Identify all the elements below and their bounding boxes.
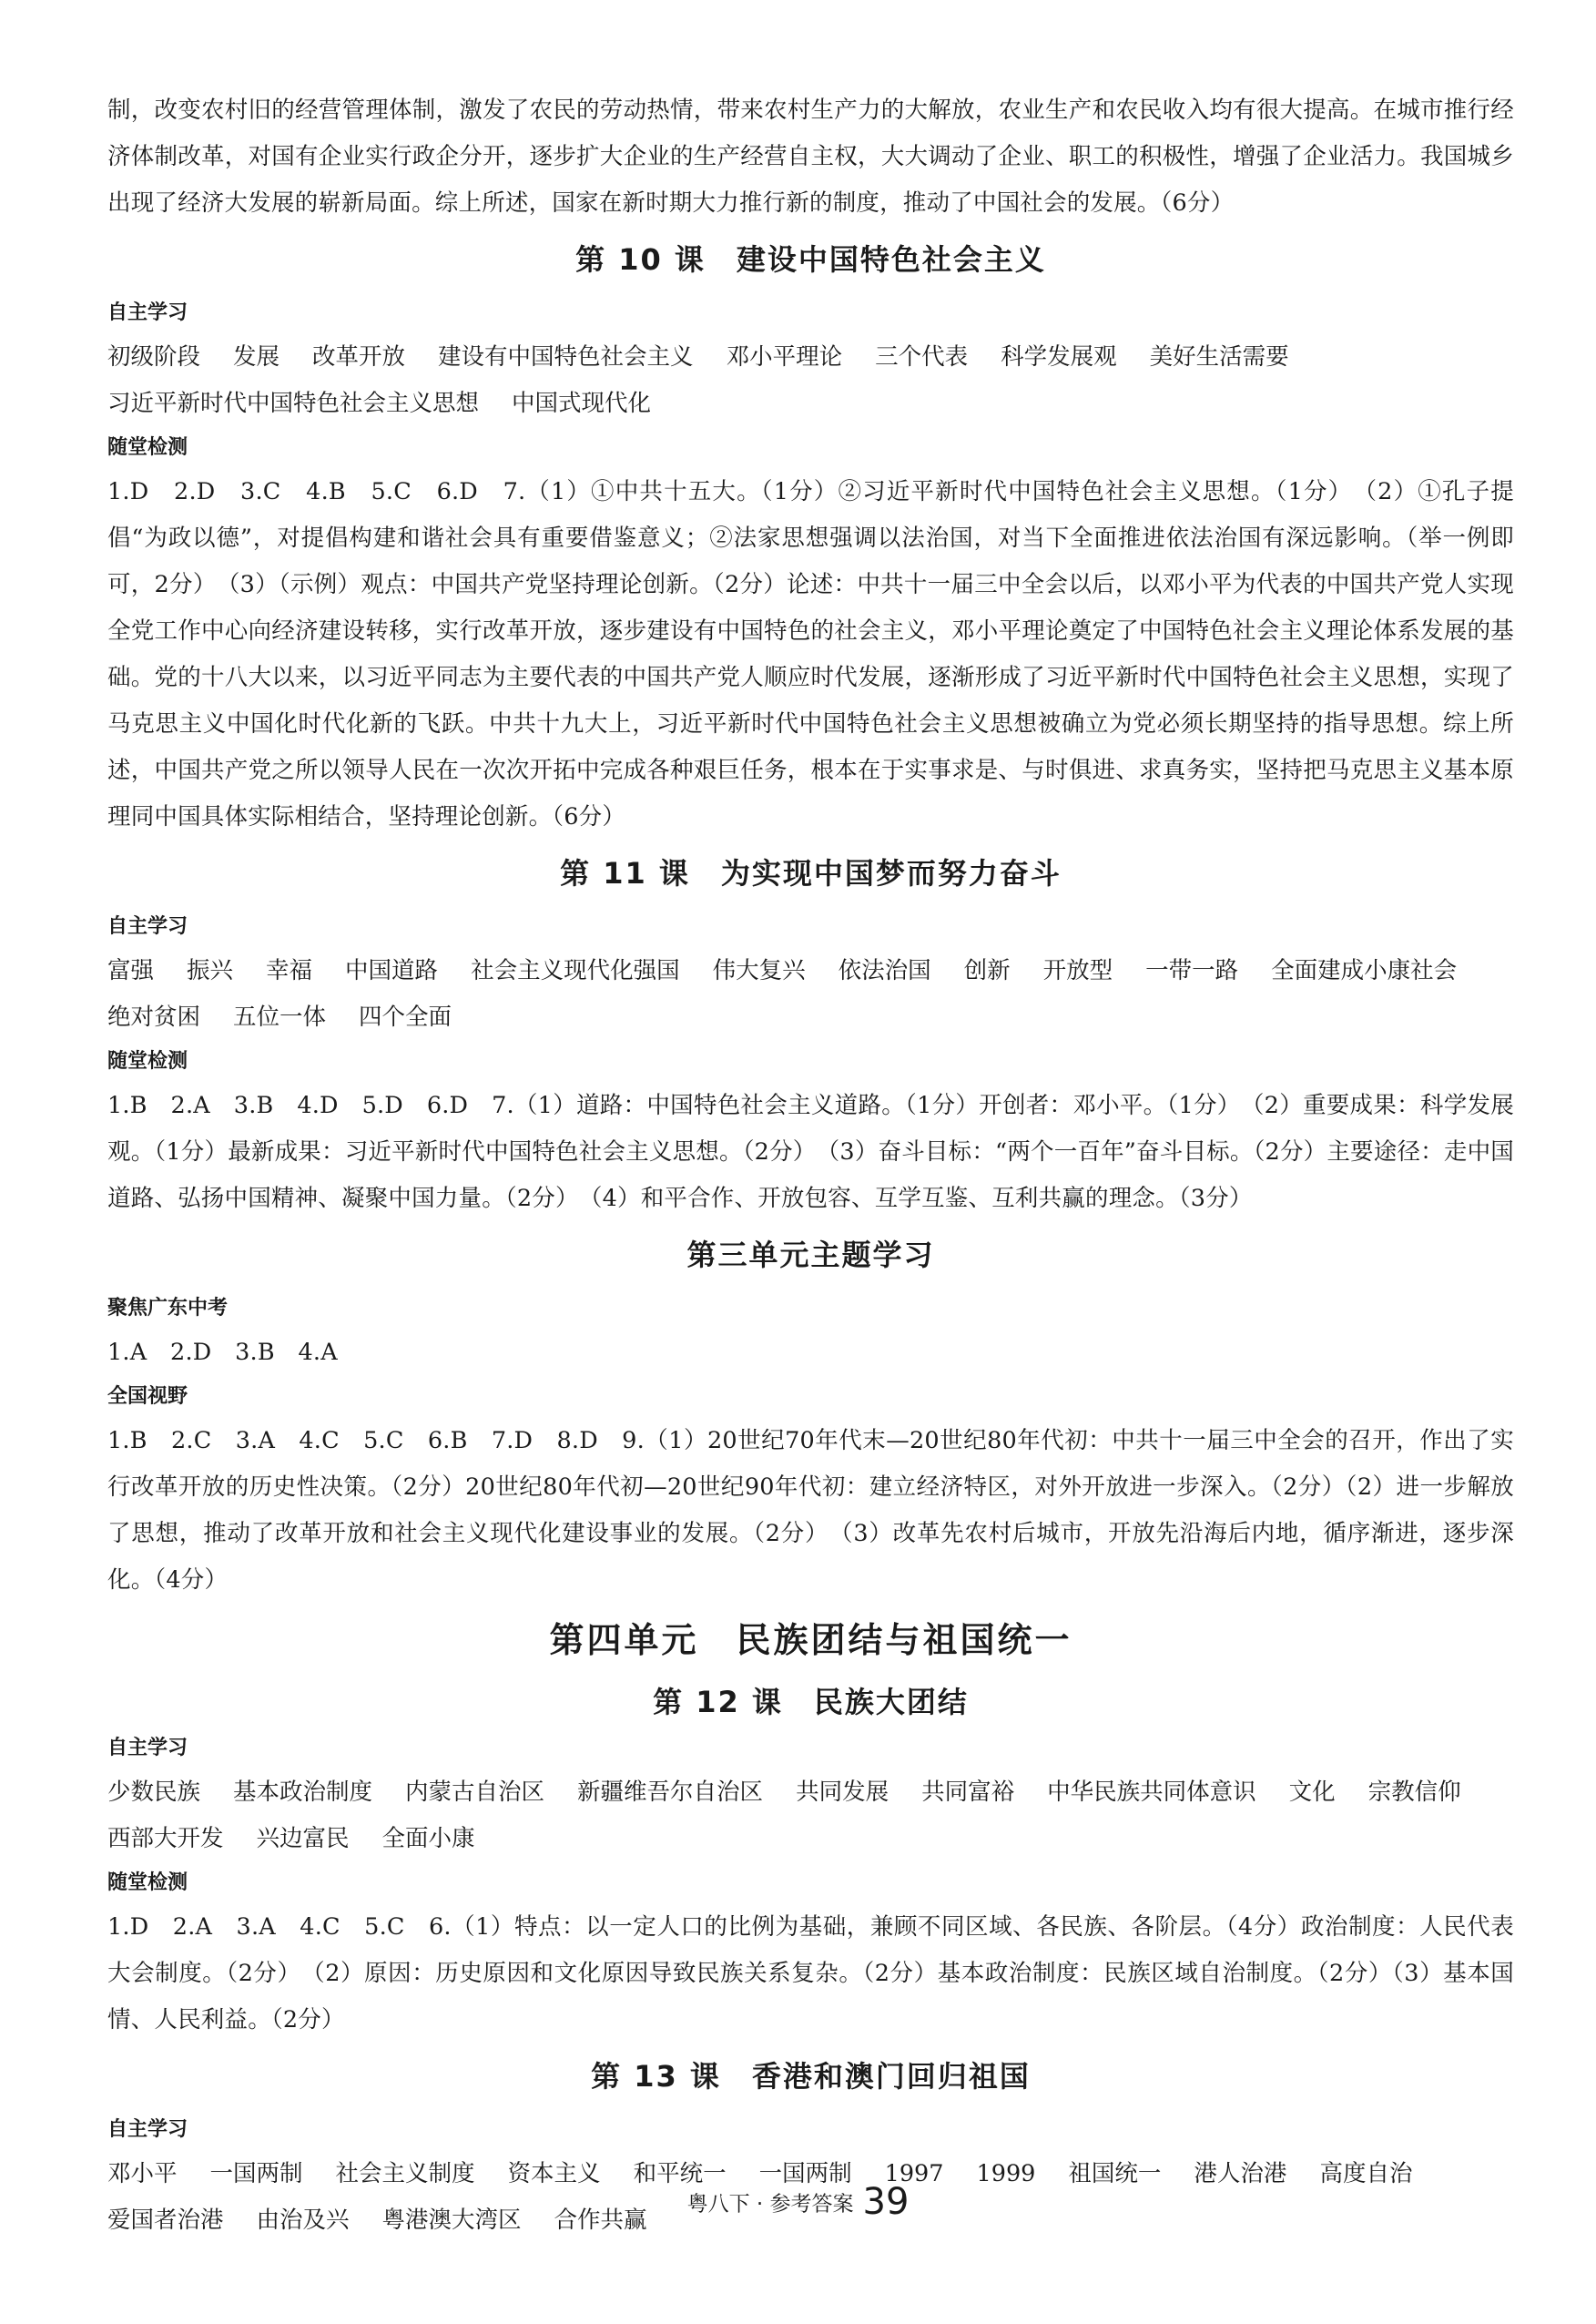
lesson-10-answers: 1.D 2.D 3.C 4.B 5.C 6.D 7.（1）①中共十五大。（1分）②习近平新时代中国特色社会主义思想。（1分） （2）①孔子提倡“为政以德”，对提倡构建和谐社会具有重要借鉴意义；②法家思想强调以法治国，对当下全面推进依法治国有深远影响。（举一例即可，2分） （3）（示例）观点：中国共产党坚持理论创新。（2分）论述：中共十一届三中全会以后，以邓小平为代表的中国共产党人实现全党工作中心向经济建设转移，实行改革开放，逐步建设有中国特色的社会主义，邓小平理论奠定了中国特色社会主义理论体系发展的基础。党的十八大以来，以习近平同志为主要代表的中国共产党人顺应时代发展，逐渐形成了习近平新时代中国特色社会主义思想，实现了马克思主义中国化时代化新的飞跃。中共十九大上，习近平新时代中国特色社会主义思想被确立为党必须长期坚持的指导思想。综上所述，中国共产党之所以领导人民在一次次开拓中完成各种艰巨任务，根本在于实事求是、与时俱进、求真务实，坚持把马克思主义基本原理同中国具体实际相结合，坚持理论创新。（6分） (107, 478, 1514, 831)
keyword: 高度自治 (1319, 2160, 1413, 2187)
keyword: 三个代表 (875, 343, 969, 371)
keyword: 共同富裕 (921, 1779, 1015, 1806)
keyword: 中华民族共同体意识 (1047, 1779, 1256, 1806)
lesson-13-title: 第 13 课 香港和澳门回归祖国 (591, 2059, 1031, 2094)
keyword: 开放型 (1042, 957, 1113, 984)
keyword: 资本主义 (507, 2160, 601, 2187)
lesson-13-self-study-label: 自主学习 (107, 2118, 188, 2141)
keyword: 改革开放 (312, 343, 406, 371)
keyword: 邓小平 (107, 2160, 178, 2187)
keyword: 爱国者治港 (107, 2207, 224, 2234)
keyword: 振兴 (187, 957, 234, 984)
national-view-answers: 1.B 2.C 3.A 4.C 5.C 6.B 7.D 8.D 9.（1）20世纪70年代末—20世纪80年代初：中共十一届三中全会的召开，作出了实行改革开放的历史性决策。（2分）20世纪80年代初—20世纪90年代初：建立经济特区，对外开放进一步深入。（2分）（2）进一步解放了思想，推动了改革开放和社会主义现代化建设事业的发展。（2分） （3）改革先农村后城市，开放先沿海后内地，循序渐进，逐步深化。（4分） (107, 1427, 1514, 1594)
unit-4-title: 第四单元 民族团结与祖国统一 (549, 1620, 1072, 1660)
guangdong-exam-label: 聚焦广东中考 (107, 1297, 229, 1320)
keyword: 美好生活需要 (1149, 343, 1289, 371)
keyword: 基本政治制度 (233, 1779, 373, 1806)
keyword: 1997 (884, 2160, 944, 2187)
lesson-12-self-study-label: 自主学习 (107, 1737, 188, 1759)
keyword: 中国式现代化 (512, 390, 652, 417)
keyword: 伟大复兴 (712, 957, 806, 984)
keyword: 新疆维吾尔自治区 (577, 1779, 764, 1806)
keyword: 全面小康 (381, 1825, 475, 1852)
lesson-11-self-study-label: 自主学习 (107, 915, 188, 938)
lesson-11-section (107, 841, 1514, 1222)
keyword: 由治及兴 (256, 2207, 350, 2234)
keyword: 习近平新时代中国特色社会主义思想 (107, 390, 480, 417)
keyword: 五位一体 (233, 1004, 327, 1031)
keyword: 四个全面 (359, 1004, 452, 1031)
keyword: 社会主义现代化强国 (471, 957, 680, 984)
keyword: 内蒙古自治区 (405, 1779, 545, 1806)
lesson-12-keywords (107, 1769, 1514, 1862)
intro-paragraph: 制，改变农村旧的经营管理体制，激发了农民的劳动热情，带来农村生产力的大解放，农业生产和农民收入均有很大提高。在城市推行经济体制改革，对国有企业实行政企分开，逐步扩大企业的生产经营自主权，大大调动了企业、职工的积极性，增强了企业活力。我国城乡出现了经济大发展的崭新局面。综上所述，国家在新时期大力推行新的制度，推动了中国社会的发展。（6分） (107, 97, 1514, 217)
page-number: 39 (862, 2181, 910, 2223)
guangdong-exam-answers: 1.A 2.D 3.B 4.A (107, 1339, 338, 1366)
keyword: 一国两制 (758, 2160, 852, 2187)
lesson-10-title: 第 10 课 建设中国特色社会主义 (575, 242, 1046, 277)
keyword: 兴边富民 (256, 1825, 350, 1852)
lesson-11-answers: 1.B 2.A 3.B 4.D 5.D 6.D 7.（1）道路：中国特色社会主义道路。（1分）开创者：邓小平。（1分） （2）重要成果：科学发展观。（1分）最新成果：习近平新时代中国特色社会主义思想。（2分） （3）奋斗目标：“两个一百年”奋斗目标。（2分）主要途径：走中国道路、弘扬中国精神、凝聚中国力量。（2分） （4）和平合作、开放包容、互学互鉴、互利共赢的理念。（3分） (107, 1092, 1514, 1212)
lesson-11-title: 第 11 课 为实现中国梦而努力奋斗 (560, 856, 1062, 891)
lesson-12-answers: 1.D 2.A 3.A 4.C 5.C 6.（1）特点：以一定人口的比例为基础，兼顾不同区域、各民族、各阶层。（4分）政治制度：人民代表大会制度。（2分） （2）原因：历史原因和文化原因导致民族关系复杂。（2分）基本政治制度：民族区域自治制度。（2分）（3）基本国情、人民利益。（2分） (107, 1913, 1514, 2034)
lesson-12-title: 第 12 课 民族大团结 (653, 1685, 969, 1719)
lesson-10-section (107, 227, 1514, 841)
keyword: 合作共赢 (554, 2207, 647, 2234)
keyword: 港人治港 (1194, 2160, 1287, 2187)
keyword: 幸福 (266, 957, 313, 984)
lesson-10-self-study-label: 自主学习 (107, 301, 188, 324)
lesson-11-check-label: 随堂检测 (107, 1050, 188, 1073)
keyword: 建设有中国特色社会主义 (438, 343, 694, 371)
keyword: 绝对贫困 (107, 1004, 201, 1031)
keyword: 邓小平理论 (726, 343, 843, 371)
national-view-label: 全国视野 (107, 1385, 188, 1408)
page-footer (0, 2181, 1596, 2223)
keyword: 文化 (1288, 1779, 1336, 1806)
keyword: 创新 (963, 957, 1011, 984)
lesson-12-section (107, 1677, 1514, 2044)
lesson-12-check-label: 随堂检测 (107, 1871, 188, 1894)
keyword: 少数民族 (107, 1779, 201, 1806)
keyword: 初级阶段 (107, 343, 201, 371)
lesson-10-keywords (107, 334, 1514, 427)
keyword: 一带一路 (1145, 957, 1239, 984)
keyword: 社会主义制度 (335, 2160, 475, 2187)
keyword: 宗教信仰 (1367, 1779, 1461, 1806)
keyword: 中国道路 (345, 957, 439, 984)
keyword: 一国两制 (209, 2160, 303, 2187)
lesson-11-keywords (107, 948, 1514, 1041)
keyword: 科学发展观 (1001, 343, 1117, 371)
unit-3-theme-title: 第三单元主题学习 (686, 1238, 935, 1272)
keyword: 共同发展 (796, 1779, 889, 1806)
keyword: 发展 (233, 343, 280, 371)
keyword: 1999 (976, 2160, 1036, 2187)
keyword: 粤港澳大湾区 (381, 2207, 522, 2234)
keyword: 富强 (107, 957, 155, 984)
unit-3-theme-section (107, 1222, 1514, 1604)
footer-label: 粤八下 · 参考答案 (686, 2192, 854, 2217)
keyword: 西部大开发 (107, 1825, 224, 1852)
keyword: 祖国统一 (1068, 2160, 1162, 2187)
keyword: 依法治国 (838, 957, 931, 984)
lesson-10-check-label: 随堂检测 (107, 436, 188, 459)
keyword: 和平统一 (633, 2160, 727, 2187)
keyword: 全面建成小康社会 (1271, 957, 1458, 984)
